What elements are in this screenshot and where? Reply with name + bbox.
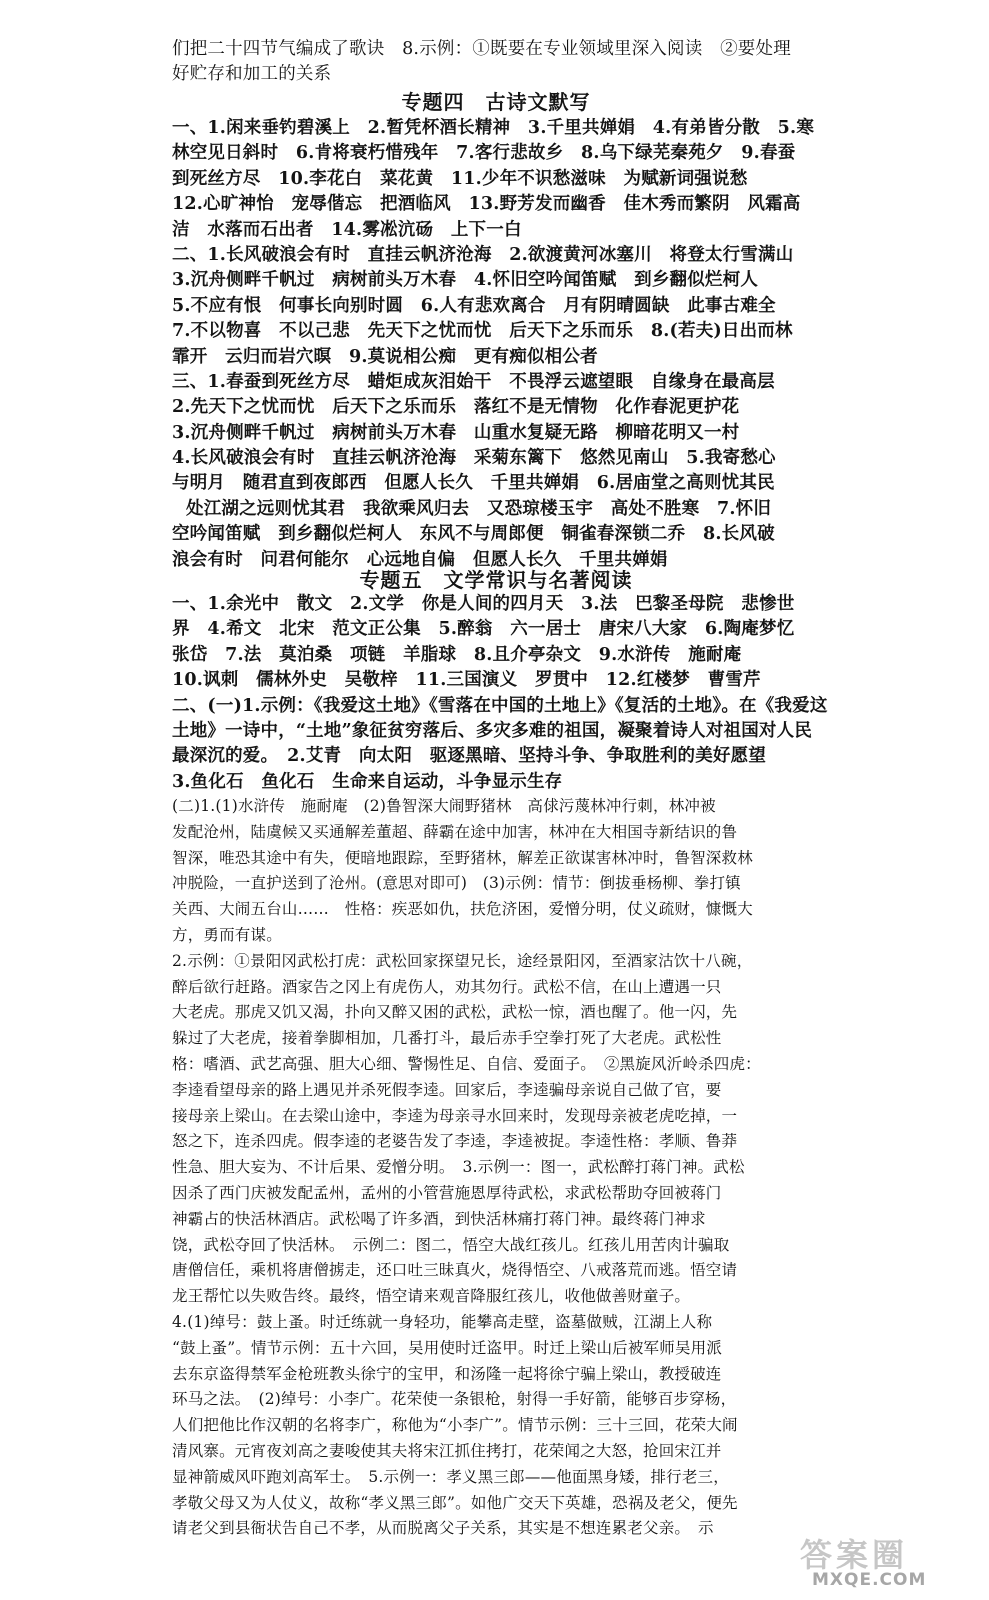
text-line: 洁 水落而石出者 14.雾凇沆砀 上下一白 bbox=[172, 219, 522, 240]
text-line: 10.讽刺 儒林外史 吴敬梓 11.三国演义 罗贯中 12.红楼梦 曹雪芹 bbox=[172, 670, 761, 691]
text-line: “鼓上蚤”。情节示例：五十六回，吴用使时迁盗甲。时迁上梁山后被军师吴用派 bbox=[172, 1338, 723, 1357]
text-line: 土地》一诗中，“土地”象征贫穷落后、多灾多难的祖国，凝聚着诗人对祖国对人民 bbox=[172, 720, 813, 741]
section-4-body bbox=[172, 116, 820, 573]
text-line: (二)1.(1)水浒传 施耐庵 (2)鲁智深大闹野猪林 高俅污蔑林冲行刺，林冲被 bbox=[172, 797, 716, 815]
text-line: 冲脱险，一直护送到了沧州。(意思对即可) (3)示例：情节：倒拔垂杨柳、拳打镇 bbox=[172, 874, 741, 893]
top-continuation bbox=[172, 37, 820, 88]
text-line: 大老虎。那虎又饥又渴，扑向又醉又困的武松，武松一惊，酒也醒了。他一闪，先 bbox=[172, 1003, 738, 1022]
text-line: 关西、大闹五台山…… 性格：疾恶如仇，扶危济困，爱憎分明，仗义疏财，慷慨大 bbox=[172, 900, 753, 919]
text-line: 二、1.长风破浪会有时 直挂云帆济沧海 2.欲渡黄河冰塞川 将登太行雪满山 bbox=[172, 244, 794, 265]
watermark-logo: 答案圈 bbox=[800, 1536, 909, 1574]
text-line: 智深，唯恐其途中有失，便暗地跟踪，至野猪林，解差正欲谋害林冲时，鲁智深救林 bbox=[172, 848, 753, 867]
text-line: 李逵看望母亲的路上遇见并杀死假李逵。回家后，李逵骗母亲说自己做了官，要 bbox=[172, 1080, 722, 1099]
text-line: 三、1.春蚕到死丝方尽 蜡炬成灰泪始干 不畏浮云遮望眼 自缘身在最高层 bbox=[172, 371, 775, 392]
text-line: 怒之下，连杀四虎。假李逵的老婆告发了李逵，李逵被捉。李逵性格：孝顺、鲁莽 bbox=[172, 1132, 738, 1151]
text-line: 饶，武松夺回了快活林。 示例二：图二，悟空大战红孩儿。红孩儿用苦肉计骗取 bbox=[172, 1235, 730, 1254]
text-line: 霏开 云归而岩穴暝 9.莫说相公痴 更有痴似相公者 bbox=[172, 346, 598, 367]
text-line: 请老父到县衙状告自己不孝，从而脱离父子关系，其实是不想连累老父亲。 示 bbox=[172, 1519, 714, 1538]
text-line: 性急、胆大妄为、不计后果、爱憎分明。 3.示例一：图一，武松醉打蒋门神。武松 bbox=[172, 1158, 745, 1177]
text-line: 清风寨。元宵夜刘高之妻唆使其夫将宋江抓住拷打，花荣闻之大怒，抢回宋江并 bbox=[172, 1441, 722, 1460]
text-line: 4.长风破浪会有时 直挂云帆济沧海 采菊东篱下 悠然见南山 5.我寄愁心 bbox=[172, 448, 776, 469]
text-line: 界 4.希文 北宋 范文正公集 5.醉翁 六一居士 唐宋八大家 6.陶庵梦忆 bbox=[172, 619, 795, 640]
text-line: 醉后欲行赶路。酒家告之冈上有虎伤人，劝其勿行。武松不信，在山上遭遇一只 bbox=[172, 977, 722, 996]
text-line: 格：嗜酒、武艺高强、胆大心细、警惕性足、自信、爱面子。 ②黑旋风沂岭杀四虎： bbox=[172, 1054, 761, 1073]
text-line: 方，勇而有谋。 bbox=[172, 925, 282, 944]
text-line: 与明月 随君直到夜郎西 但愿人长久 千里共婵娟 6.居庙堂之高则忧其民 bbox=[172, 473, 775, 494]
text-line: 12.心旷神怡 宠辱偕忘 把酒临风 13.野芳发而幽香 佳木秀而繁阴 风霜高 bbox=[172, 194, 801, 215]
text-line: 3.沉舟侧畔千帆过 病树前头万木春 山重水复疑无路 柳暗花明又一村 bbox=[172, 422, 740, 443]
text-line: 龙王帮忙以失败告终。最终，悟空请来观音降服红孩儿，收他做善财童子。 bbox=[172, 1287, 691, 1306]
text-line: 浪会有时 问君何能尔 心远地自偏 但愿人长久 千里共婵娟 bbox=[172, 549, 668, 570]
text-line: 好贮存和加工的关系 bbox=[172, 64, 332, 85]
text-line: 空吟闻笛赋 到乡翻似烂柯人 东风不与周郎便 铜雀春深锁二乔 8.长风破 bbox=[172, 524, 775, 545]
text-line: 林空见日斜时 6.肯将衰朽惜残年 7.客行悲故乡 8.乌下绿芜秦苑夕 9.春蚕 bbox=[172, 143, 796, 164]
text-line: 张岱 7.法 莫泊桑 项链 羊脂球 8.且介亭杂文 9.水浒传 施耐庵 bbox=[172, 644, 742, 665]
text-line: 一、1.余光中 散文 2.文学 你是人间的四月天 3.法 巴黎圣母院 悲惨世 bbox=[172, 594, 795, 614]
text-line: 二、(一)1.示例：《我爱这土地》《雪落在中国的土地上》《复活的土地》。在《我爱这 bbox=[172, 695, 828, 716]
text-line: 到死丝方尽 10.李花白 菜花黄 11.少年不识愁滋味 为赋新词强说愁 bbox=[172, 168, 748, 189]
text-line: 2.示例：①景阳冈武松打虎：武松回家探望兄长，途经景阳冈，至酒家沽饮十八碗， bbox=[172, 951, 753, 970]
text-line: 3.鱼化石 鱼化石 生命来自运动，斗争显示生存 bbox=[172, 771, 563, 792]
text-line: 环马之法。 (2)绰号：小李广。花荣使一条银枪，射得一手好箭，能够百步穿杨， bbox=[172, 1390, 737, 1409]
text-line: 去东京盗得禁军金枪班教头徐宁的宝甲，和汤隆一起将徐宁骗上梁山，教授破连 bbox=[172, 1364, 722, 1383]
section-5-detail bbox=[172, 794, 820, 1542]
text-line: 因杀了西门庆被发配孟州，孟州的小管营施恩厚待武松，求武松帮助夺回被蒋门 bbox=[172, 1183, 722, 1202]
text-line: 人们把他比作汉朝的名将李广，称他为“小李广”。情节示例：三十三回，花荣大闹 bbox=[172, 1416, 738, 1435]
watermark-url: MXQE.COM bbox=[812, 1570, 927, 1590]
text-line: 最深沉的爱。 2.艾青 向太阳 驱逐黑暗、坚持斗争、争取胜利的美好愿望 bbox=[172, 746, 767, 767]
text-line: 发配沧州，陆虞候又买通解差董超、薛霸在途中加害，林冲在大相国寺新结识的鲁 bbox=[172, 822, 738, 841]
text-line: 一、1.闲来垂钓碧溪上 2.暂凭杯酒长精神 3.千里共婵娟 4.有弟皆分散 5.寒 bbox=[172, 118, 815, 138]
site-watermark bbox=[800, 1530, 980, 1592]
text-line: 们把二十四节气编成了歌诀 8.示例：①既要在专业领域里深入阅读 ②要处理 bbox=[172, 39, 791, 59]
text-line: 躲过了大老虎，接着拳脚相加，几番打斗，最后赤手空拳打死了大老虎。武松性 bbox=[172, 1029, 722, 1048]
text-line: 2.先天下之忧而忧 后天下之乐而乐 落红不是无情物 化作春泥更护花 bbox=[172, 397, 740, 418]
text-line: 神霸占的快活林酒店。武松喝了许多酒，到快活林痛打蒋门神。最终蒋门神求 bbox=[172, 1209, 706, 1228]
section-title-4: 专题四 古诗文默写 bbox=[401, 90, 591, 114]
text-line: 5.不应有恨 何事长向别时圆 6.人有悲欢离合 月有阴晴圆缺 此事古难全 bbox=[172, 295, 776, 316]
section-5-body bbox=[172, 592, 828, 795]
text-line: 7.不以物喜 不以己悲 先天下之忧而忧 后天下之乐而乐 8.(若夫)日出而林 bbox=[172, 321, 793, 342]
text-line: 接母亲上梁山。在去梁山途中，李逵为母亲寻水回来时，发现母亲被老虎吃掉，一 bbox=[172, 1106, 738, 1125]
text-line: 处江湖之远则忧其君 我欲乘风归去 又恐琼楼玉宇 高处不胜寒 7.怀旧 bbox=[186, 498, 772, 519]
text-line: 显神箭威风吓跑刘高军士。 5.示例一：孝义黑三郎——他面黑身矮，排行老三， bbox=[172, 1467, 729, 1486]
section-title-5: 专题五 文学常识与名著阅读 bbox=[359, 568, 633, 592]
text-line: 孝敬父母又为人仗义，故称“孝义黑三郎”。如他广交天下英雄，恐祸及老父，便先 bbox=[172, 1493, 738, 1512]
text-line: 3.沉舟侧畔千帆过 病树前头万木春 4.怀旧空吟闻笛赋 到乡翻似烂柯人 bbox=[172, 270, 759, 291]
text-line: 4.(1)绰号：鼓上蚤。时迁练就一身轻功，能攀高走壁，盗墓做贼，江湖上人称 bbox=[172, 1312, 713, 1331]
text-line: 唐僧信任，乘机将唐僧掳走，还口吐三昧真火，烧得悟空、八戒落荒而逃。悟空请 bbox=[172, 1261, 738, 1280]
